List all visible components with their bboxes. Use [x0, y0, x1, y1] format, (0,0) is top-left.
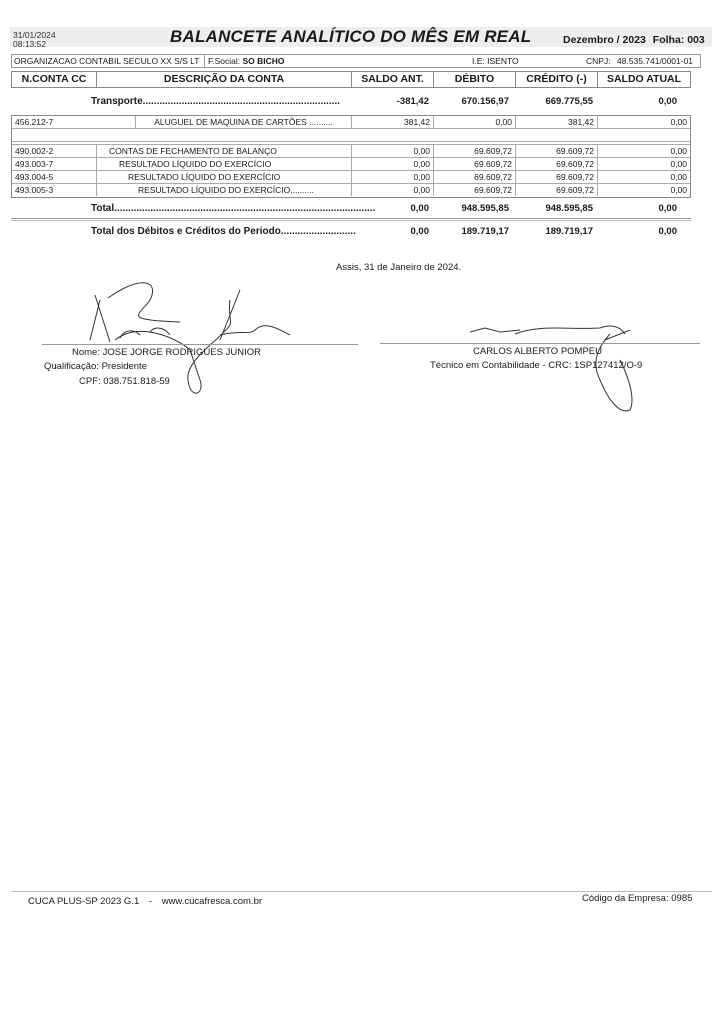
col-header-account: N.CONTA CC — [12, 72, 97, 87]
company-code-field — [582, 893, 692, 904]
col-header-description: DESCRIÇÃO DA CONTA — [97, 72, 352, 87]
account-description: ALUGUEL DE MAQUINA DE CARTÕES .......... — [136, 116, 352, 128]
spacer-row — [12, 129, 690, 142]
transporte-credit: 669.775,55 — [545, 96, 593, 107]
qualification-label: Qualificação: — [44, 361, 99, 372]
total-divider — [11, 218, 691, 221]
prev-balance: 0,00 — [352, 171, 434, 183]
table-header — [11, 71, 691, 88]
table-row — [12, 158, 690, 171]
debit: 69.609,72 — [434, 184, 516, 196]
credit: 69.609,72 — [516, 158, 598, 170]
accountant-name: CARLOS ALBERTO POMPEU — [473, 346, 602, 357]
debit: 0,00 — [434, 116, 516, 128]
period-total-current-balance: 0,00 — [658, 226, 677, 237]
sheet-number: Folha: 003 — [652, 34, 705, 46]
credit: 69.609,72 — [516, 171, 598, 183]
signer-qualification-field — [44, 361, 147, 372]
prev-balance: 0,00 — [352, 184, 434, 196]
print-time: 08:13:52 — [13, 39, 47, 49]
total-prev-balance: 0,00 — [410, 203, 429, 214]
company-info-box — [11, 54, 701, 68]
print-date: 31/01/2024 — [13, 30, 56, 40]
account-number: 493.005-3 — [12, 184, 97, 196]
col-header-debit: DÉBITO — [434, 72, 516, 87]
signature-line-left — [42, 344, 358, 345]
col-header-credit: CRÉDITO (-) — [516, 72, 598, 87]
company-code: 0985 — [671, 893, 693, 904]
current-balance: 0,00 — [670, 185, 687, 195]
col-header-prev-balance: SALDO ANT. — [352, 72, 434, 87]
account-description: RESULTADO LÍQUIDO DO EXERCÍCIO — [97, 171, 352, 183]
transporte-current-balance: 0,00 — [658, 96, 677, 107]
cpf: 038.751.818-59 — [103, 376, 170, 387]
current-balance: 0,00 — [670, 117, 687, 127]
signer-name-label: Nome: — [72, 347, 100, 358]
credit: 69.609,72 — [516, 145, 598, 157]
cnpj-value: 48.535.741/0001-01 — [616, 56, 694, 66]
social-label: F.Social: — [208, 56, 241, 66]
account-description: RESULTADO LÍQUIDO DO EXERCÍCIO.......... — [97, 184, 352, 196]
period-info — [563, 34, 705, 46]
document-title: BALANCETE ANALÍTICO DO MÊS EM REAL — [170, 27, 532, 46]
total-current-balance: 0,00 — [658, 203, 677, 214]
total-row — [11, 203, 691, 217]
account-number: 493.004-5 — [12, 171, 97, 183]
footer-software-info — [28, 896, 262, 907]
cnpj-field — [586, 56, 693, 66]
period-total-debit: 189.719,17 — [461, 226, 509, 237]
current-balance: 0,00 — [670, 146, 687, 156]
col-header-current-balance: SALDO ATUAL — [606, 73, 682, 85]
current-balance: 0,00 — [670, 172, 687, 182]
company-code-label: Código da Empresa: — [582, 893, 669, 904]
social-name: SO BICHO — [242, 56, 285, 66]
software-name: CUCA PLUS-SP 2023 G.1 — [28, 896, 140, 907]
credit: 381,42 — [516, 116, 598, 128]
total-debit: 948.595,85 — [461, 203, 509, 214]
company-name: ORGANIZACAO CONTABIL SECULO XX S/S LT — [14, 56, 200, 66]
transporte-label: Transporte....................................................................... — [91, 96, 340, 107]
table-row — [12, 145, 690, 158]
period-total-row — [11, 226, 691, 240]
transporte-debit: 670.156,97 — [461, 96, 509, 107]
period: Dezembro / 2023 — [563, 34, 646, 46]
signature-scribble-left — [80, 280, 310, 410]
account-number: 493.003-7 — [12, 158, 97, 170]
prev-balance: 381,42 — [352, 116, 434, 128]
prev-balance: 0,00 — [352, 158, 434, 170]
signer-name: JOSE JORGE RODRIGUES JUNIOR — [102, 347, 261, 358]
transporte-row — [11, 96, 691, 110]
cpf-label: CPF: — [79, 376, 101, 387]
print-timestamp — [13, 31, 56, 49]
accountant-role: Técnico em Contabilidade - CRC: 1SP127412/O-9 — [430, 360, 643, 371]
debit: 69.609,72 — [434, 171, 516, 183]
signer-name-field — [72, 347, 261, 358]
social-name-field — [208, 56, 285, 66]
signature-line-right — [380, 343, 700, 344]
account-description: CONTAS DE FECHAMENTO DE BALANÇO — [97, 145, 352, 157]
table-row — [12, 184, 690, 197]
period-total-credit: 189.719,17 — [545, 226, 593, 237]
table-row — [12, 116, 690, 129]
transporte-prev-balance: -381,42 — [396, 96, 429, 107]
prev-balance: 0,00 — [352, 145, 434, 157]
signer-cpf-field — [79, 376, 170, 387]
debit: 69.609,72 — [434, 145, 516, 157]
qualification: Presidente — [101, 361, 147, 372]
divider — [204, 55, 205, 67]
total-label: Total.............................................................................................. — [91, 203, 376, 214]
footer-divider — [12, 891, 712, 892]
credit: 69.609,72 — [516, 184, 598, 196]
period-total-label: Total dos Débitos e Créditos do Periodo........................... — [91, 226, 356, 237]
cnpj-label: CNPJ: — [586, 56, 611, 66]
account-description: RESULTADO LÍQUIDO DO EXERCÍCIO — [97, 158, 352, 170]
current-balance: 0,00 — [670, 159, 687, 169]
account-number: 490.002-2 — [12, 145, 97, 157]
footer-separator: - — [148, 896, 153, 907]
signature-scribble-right — [460, 320, 660, 430]
state-registration: I.E: ISENTO — [472, 56, 519, 66]
account-number: 456.212-7 — [12, 116, 136, 128]
software-website-link[interactable]: www.cucafresca.com.br — [161, 896, 263, 907]
debit: 69.609,72 — [434, 158, 516, 170]
table-row — [12, 171, 690, 184]
place-date: Assis, 31 de Janeiro de 2024. — [336, 262, 462, 273]
total-credit: 948.595,85 — [545, 203, 593, 214]
period-total-prev-balance: 0,00 — [410, 226, 429, 237]
accounts-table — [11, 115, 691, 198]
